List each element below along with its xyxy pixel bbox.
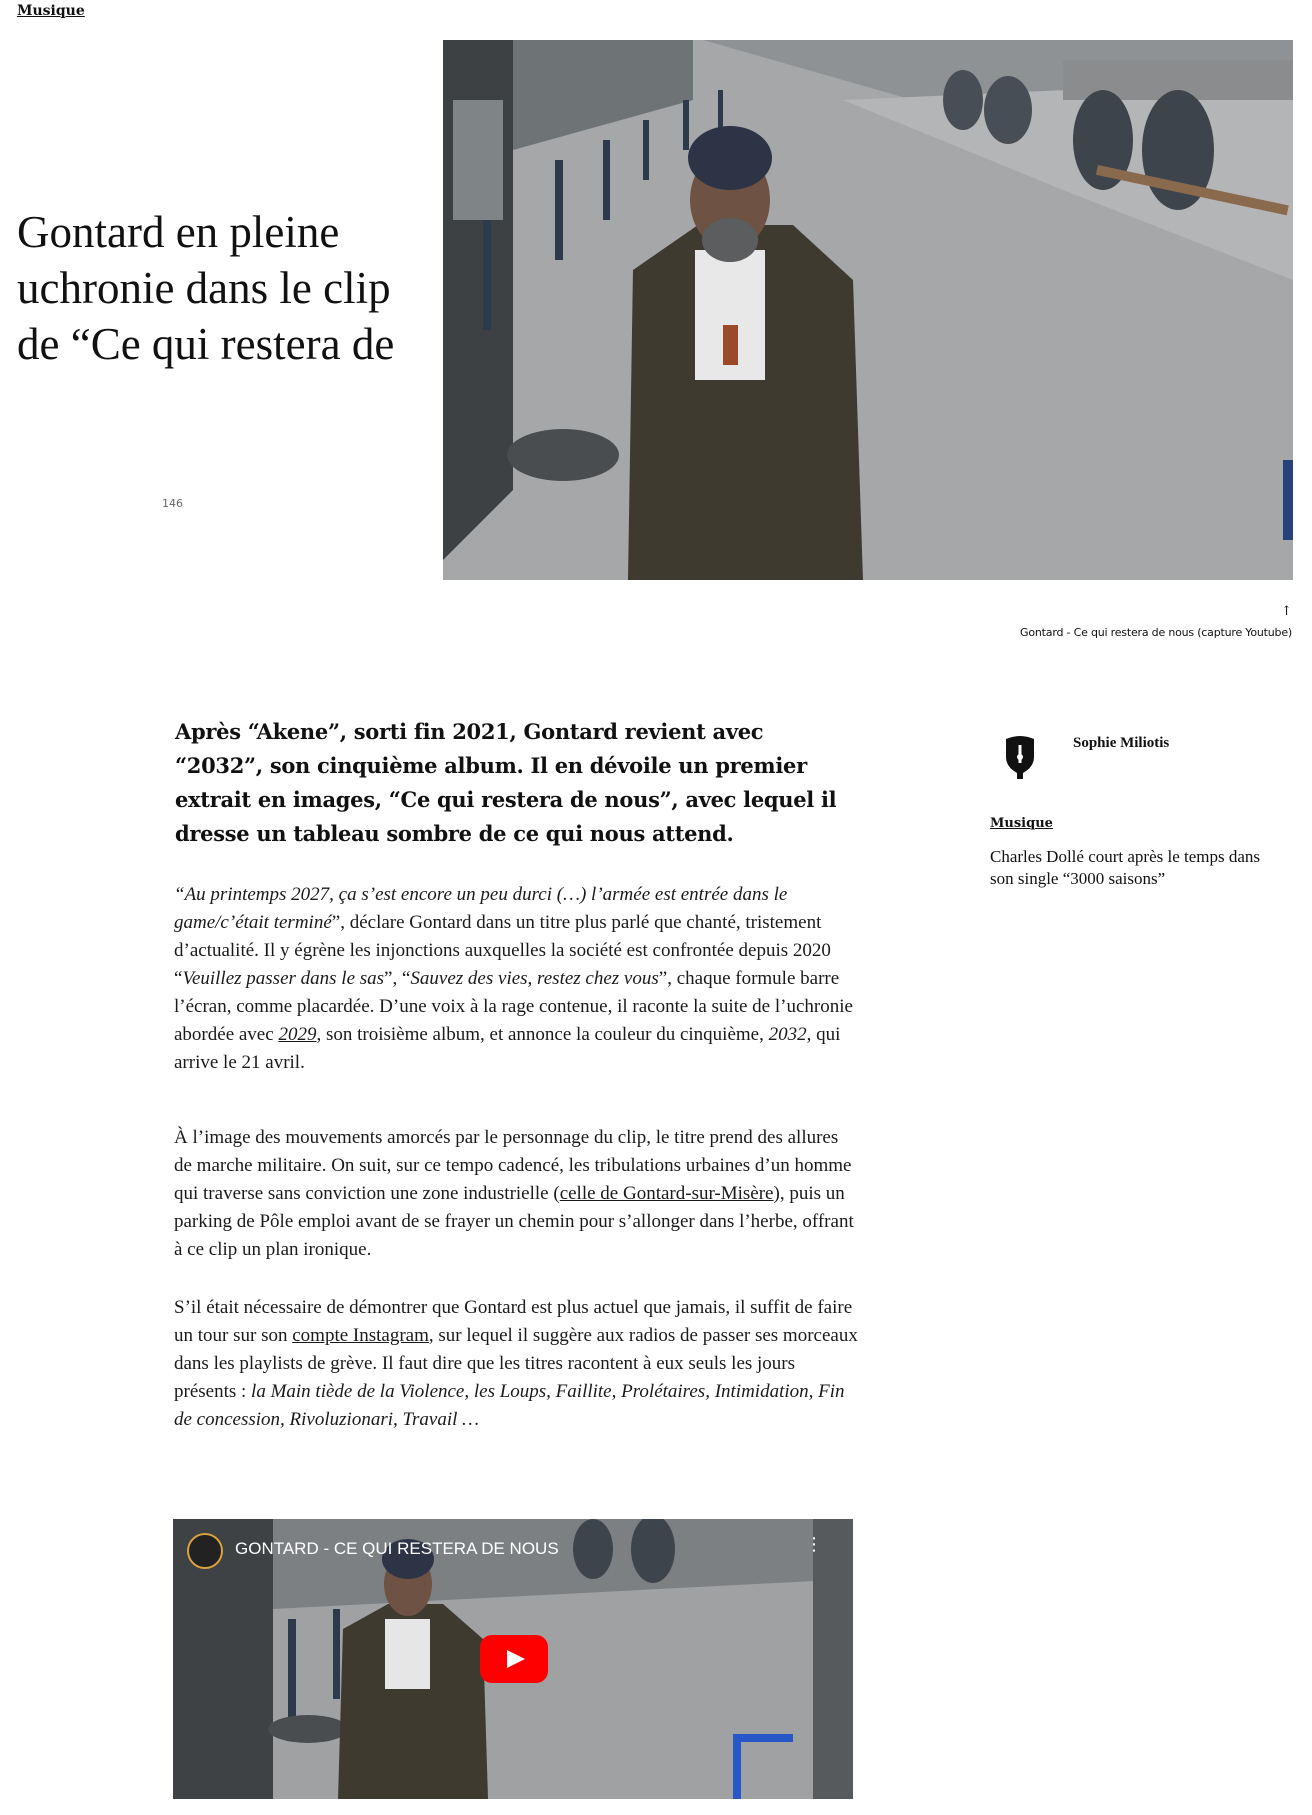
category-link[interactable]: Musique [17,3,85,19]
video-title[interactable]: GONTARD - CE QUI RESTERA DE NOUS [235,1539,559,1558]
image-caption: Gontard - Ce qui restera de nous (capture Youtube) [1020,626,1292,639]
article-title: Gontard en pleine uchronie dans le clip de “Ce qui restera de [17,207,395,369]
quote-sas: Veuillez passer dans le sas [182,968,385,989]
paragraph-text: S’il était nécessaire de démontrer que Gontard est plus actuel que jamais, il suffit de faire un tour sur son [174,1297,853,1346]
related-article-link[interactable]: Charles Dollé court après le temps dans son single “3000 saisons” [990,847,1261,888]
paragraph-text: À l’image des mouvements amorcés par le personnage du clip, le titre prend des allures de marche militaire. On suit, sur ce tempo cadencé, les tribulations urbaines d’un homme qui traverse sans conviction une zone industrielle ( [174,1127,852,1204]
album-2032: 2032 [768,1024,807,1045]
paragraph-text: , sur lequel il suggère aux radios de passer ses morceaux dans les playlists de grève. Il faut dire que les titres racontent à eux seuls les jours présents : [174,1325,858,1402]
link-2029-album[interactable]: 2029 [278,1024,317,1045]
more-options-icon[interactable]: ⋮ [805,1534,823,1555]
pen-nib-icon [1003,735,1037,779]
paragraph-text: ”, “ [384,968,411,989]
author-name-link[interactable]: Sophie Miliotis [1073,735,1170,751]
article-paragraph-1 [174,881,859,1077]
paragraph-text: , qui arrive le 21 avril. [174,1024,841,1073]
paragraph-text: ”, déclare Gontard dans un titre plus parlé que chanté, tristement d’actualité. Il y égrène les injonctions auxquelles la société est confrontée depuis 2020 “ [174,912,831,989]
paragraph-text: ”, chaque formule barre l’écran, comme placardée. D’une voix à la rage contenue, il raconte la suite de l’uchronie abordée avec [174,968,853,1045]
channel-avatar[interactable] [187,1533,223,1569]
paragraph-text: , son troisième album, et annonce la couleur du cinquième, [316,1024,769,1045]
paragraph-text: ), puis un parking de Pôle emploi avant de se frayer un chemin pour s’allonger dans l’herbe, offrant à ce clip un plan ironique. [174,1183,854,1260]
youtube-play-icon[interactable] [480,1635,548,1683]
hero-image [443,40,1293,580]
youtube-embed[interactable] [173,1519,853,1799]
link-instagram[interactable]: compte Instagram [292,1325,429,1346]
caption-arrow-icon: ↑ [1281,604,1292,619]
link-gontard-sur-misere[interactable]: celle de Gontard-sur-Misère [559,1183,774,1204]
article-lead: Après “Akene”, sorti fin 2021, Gontard revient avec “2032”, son cinquième album. Il en dévoile un premier extrait en images, “Ce qui restera de nous”, avec lequel il dresse un tableau sombre de ce qui nous attend. [175,719,837,846]
quote-lyrics: “Au printemps 2027, ça s’est encore un peu durci (…) l’armée est entrée dans le game/c’était terminé [174,884,788,933]
related-category-link[interactable]: Musique [990,816,1053,831]
article-paragraph-3 [174,1294,859,1434]
share-counter: 146 [162,497,183,510]
quote-sauvez: Sauvez des vies, restez chez vous [410,968,659,989]
track-titles: la Main tiède de la Violence, les Loups, Faillite, Prolétaires, Intimidation, Fin de concession, Rivoluzionari, Travail … [174,1381,845,1430]
article-paragraph-2 [174,1124,859,1264]
hero-illustration [443,40,1293,580]
